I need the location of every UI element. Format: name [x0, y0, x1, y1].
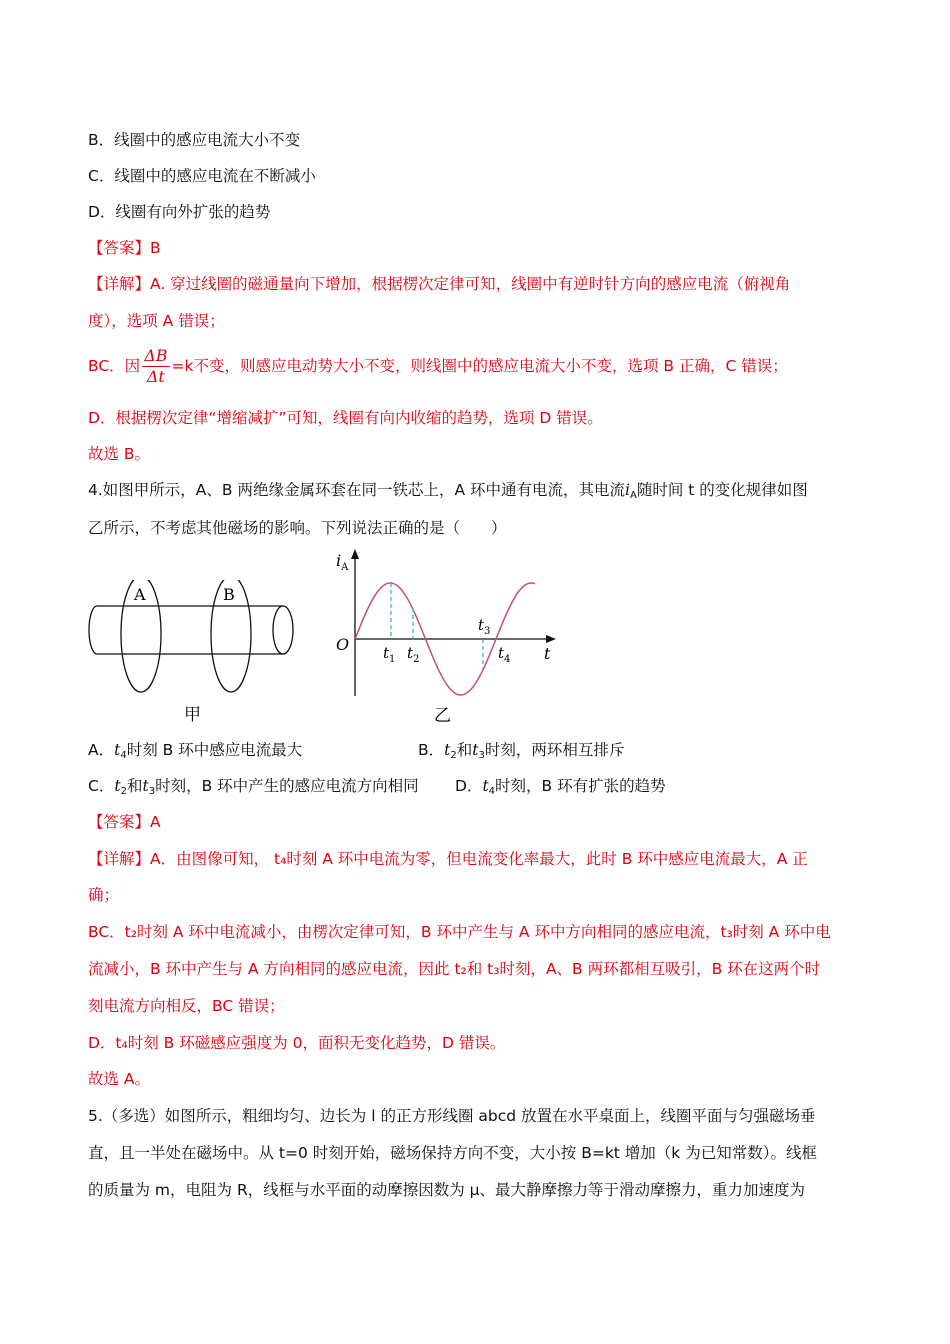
q3-fraction-denominator: Δt — [146, 367, 165, 386]
q3-choose: 故选 B。 — [88, 445, 151, 463]
q3-option-c: C．线圈中的感应电流在不断减小 — [88, 167, 316, 185]
q3-detail-line-2: 度），选项 A 错误； — [88, 312, 225, 330]
figure-yi — [330, 546, 560, 726]
q3-detail-d: D．根据楞次定律“增缩减扩”可知，线圈有向内收缩的趋势，选项 D 错误。 — [88, 409, 603, 427]
q3-bc-suffix: =k不变，则感应电动势大小不变，则线圈中的感应电流大小不变，选项 B 正确，C 错误； — [171, 357, 788, 375]
origin-label: O — [336, 635, 350, 654]
figure-yi-caption: 乙 — [434, 706, 451, 726]
t3-label: $t_3$ — [478, 616, 491, 637]
q4-detail-line-3: BC．t₂时刻 A 环中电流减小，由楞次定律可知，B 环中产生与 A 环中方向相同的感应电流，t₃时刻 A 环中电 — [88, 923, 831, 941]
q4-option-b: B．$t_2$和$t_3$时刻，两环相互排斥 — [418, 741, 625, 761]
ring-b-label: B — [223, 585, 235, 604]
q3-fraction-numerator: ΔB — [144, 346, 168, 365]
q3-bc-prefix: BC．因 — [88, 357, 141, 375]
q3-detail-line-1: 【详解】A. 穿过线圈的磁通量向下增加，根据楞次定律可知，线圈中有逆时针方向的感应电流（俯视角 — [88, 275, 791, 293]
q4-answer: 【答案】A — [88, 813, 161, 831]
t1-label: $t_1$ — [383, 644, 396, 665]
q3-option-b: B．线圈中的感应电流大小不变 — [88, 131, 301, 149]
q4-option-c: C．$t_2$和$t_3$时刻，B 环中产生的感应电流方向相同 — [88, 777, 419, 797]
q4-detail-line-1: 【详解】A．由图像可知， t₄时刻 A 环中电流为零，但电流变化率最大，此时 B 环中感应电流最大，A 正 — [88, 850, 808, 868]
q4-detail-line-4: 流减小，B 环中产生与 A 方向相同的感应电流，因此 t₂和 t₃时刻，A、B 两环都相互吸引，B 环在这两个时 — [88, 960, 821, 978]
q4-stem-line-2: 乙所示，不考虑其他磁场的影响。下列说法正确的是（ ） — [88, 519, 507, 537]
t4-label: $t_4$ — [498, 644, 511, 665]
q4-option-a: A．$t_4$时刻 B 环中感应电流最大 — [88, 741, 303, 761]
q4-stem-var-sub: A — [629, 490, 637, 501]
q3-detail-bc — [88, 346, 788, 387]
q4-detail-line-2: 确； — [88, 886, 120, 904]
x-axis-label: t — [544, 644, 551, 663]
q4-stem-var: i — [625, 481, 630, 499]
q3-option-d: D．线圈有向外扩张的趋势 — [88, 203, 271, 221]
q3-answer: 【答案】B — [88, 239, 161, 257]
q3-fraction — [142, 346, 169, 387]
q4-choose: 故选 A。 — [88, 1070, 151, 1088]
q5-line-2: 直，且一半处在磁场中。从 t=0 时刻开始，磁场保持方向不变，大小按 B=kt 增加（k 为已知常数）。线框 — [88, 1144, 817, 1162]
figure-jia — [85, 580, 305, 725]
q4-stem-text: 4.如图甲所示，A、B 两绝缘金属环套在同一铁芯上，A 环中通有电流，其电流 — [88, 481, 625, 499]
y-axis-label: $i_A$ — [336, 551, 349, 573]
q4-detail-line-5: 刻电流方向相反，BC 错误； — [88, 997, 285, 1015]
q4-stem-rest: 随时间 t 的变化规律如图 — [636, 481, 808, 499]
q4-detail-line-6: D．t₄时刻 B 环磁感应强度为 0，面积无变化趋势，D 错误。 — [88, 1034, 506, 1052]
figure-jia-caption: 甲 — [184, 705, 201, 725]
q5-line-1: 5.（多选）如图所示，粗细均匀、边长为 l 的正方形线圈 abcd 放置在水平桌面上，线圈平面与匀强磁场垂 — [88, 1107, 816, 1125]
q4-stem-line-1 — [88, 480, 808, 506]
q5-line-3: 的质量为 m，电阻为 R，线框与水平面的动摩擦因数为 μ、最大静摩擦力等于滑动摩擦力，重力加速度为 — [88, 1181, 806, 1199]
ring-a-label: A — [134, 585, 146, 604]
t2-label: $t_2$ — [407, 644, 420, 665]
q4-option-d: D．$t_4$时刻，B 环有扩张的趋势 — [455, 777, 666, 797]
